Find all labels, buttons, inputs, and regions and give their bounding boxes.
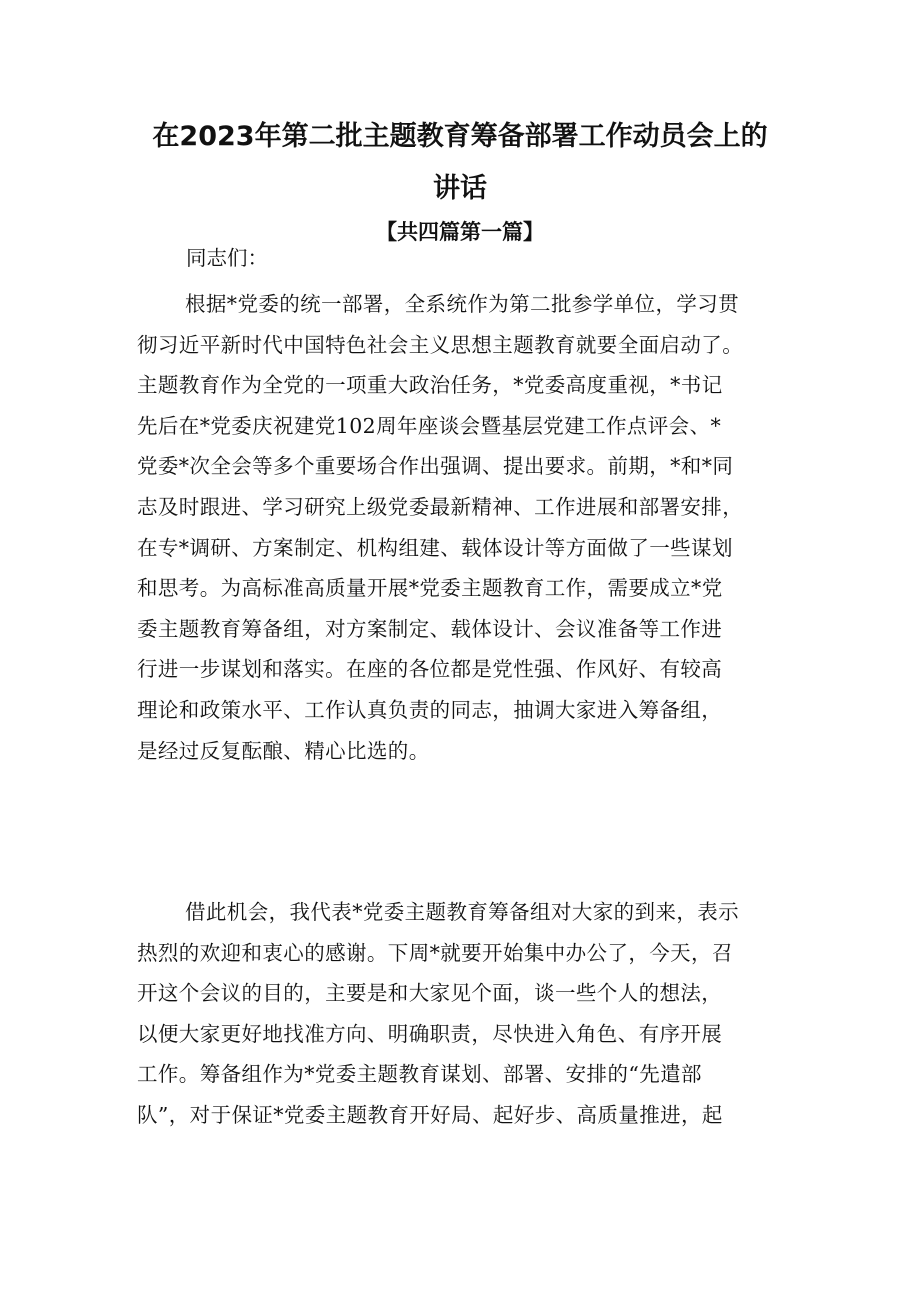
paragraph-line: 党委*次全会等多个重要场合作出强调、提出要求。前期，*和*同 [137,454,734,479]
paragraph-line: 以便大家更好地找准方向、明确职责，尽快进入角色、有序开展 [137,1021,723,1046]
document-title-line-1: 在2023年第二批主题教育筹备部署工作动员会上的 [152,121,768,152]
paragraph-line: 理论和政策水平、工作认真负责的同志，抽调大家进入筹备组， [137,697,723,722]
paragraph-line: 先后在*党委庆祝建党102周年座谈会暨基层党建工作点评会、* [137,413,722,438]
paragraph-line: 在专*调研、方案制定、机构组建、载体设计等方面做了一些谋划 [137,535,733,560]
document-subtitle: 【共四篇第一篇】 [376,220,544,244]
paragraph-1 [137,284,797,771]
paragraph-line: 行进一步谋划和落实。在座的各位都是党性强、作风好、有较高 [137,657,723,682]
document-title-line-2: 讲话 [433,173,487,204]
paragraph-line: 志及时跟进、学习研究上级党委最新精神、工作进展和部署安排， [137,494,744,519]
paragraph-line: 主题教育作为全党的一项重大政治任务，*党委高度重视，*书记 [137,373,723,398]
paragraph-line: 队”，对于保证*党委主题教育开好局、起好步、高质量推进，起 [137,1102,723,1127]
paragraph-line: 热烈的欢迎和衷心的感谢。下周*就要开始集中办公了，今天，召 [137,940,733,965]
paragraph-line: 根据*党委的统一部署，全系统作为第二批参学单位，学习贯 [185,292,740,316]
paragraph-line: 工作。筹备组作为*党委主题教育谋划、部署、安排的“先遣部 [137,1062,702,1087]
paragraph-line: 是经过反复酝酿、精心比选的。 [137,738,430,763]
paragraph-line: 借此机会，我代表*党委主题教育筹备组对大家的到来，表示 [185,900,740,924]
paragraph-line: 开这个会议的目的，主要是和大家见个面，谈一些个人的想法， [137,981,723,1006]
paragraph-line: 彻习近平新时代中国特色社会主义思想主题教育就要全面启动了。 [137,332,744,357]
paragraph-line: 和思考。为高标准高质量开展*党委主题教育工作，需要成立*党 [137,576,723,601]
greeting: 同志们： [186,246,268,270]
paragraph-2 [137,892,797,1136]
paragraph-line: 委主题教育筹备组，对方案制定、载体设计、会议准备等工作进 [137,616,723,641]
